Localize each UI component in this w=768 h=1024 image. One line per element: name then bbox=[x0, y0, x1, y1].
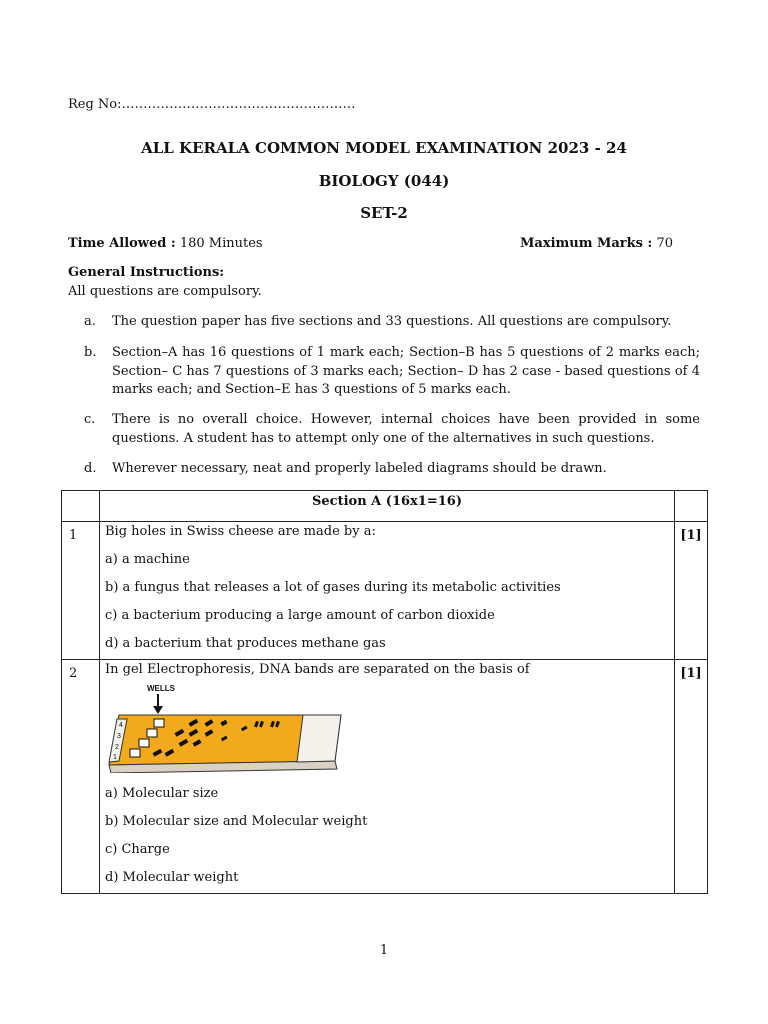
exam-title: ALL KERALA COMMON MODEL EXAMINATION 2023 - 24 bbox=[141, 139, 627, 157]
instruction-text: Wherever necessary, neat and properly labeled diagrams should be drawn. bbox=[112, 461, 607, 476]
section-title: Section A (16x1=16) bbox=[100, 491, 675, 522]
instruction-label: d. bbox=[84, 461, 97, 476]
instruction-item bbox=[68, 313, 700, 332]
lane-label-2: 2 bbox=[115, 744, 119, 751]
option-b: b) Molecular size and Molecular weight bbox=[105, 814, 368, 829]
question-number: 1 bbox=[62, 522, 100, 660]
gel-diagram bbox=[105, 681, 343, 773]
well-1 bbox=[130, 749, 140, 757]
question-text: In gel Electrophoresis, DNA bands are separated on the basis of bbox=[105, 662, 530, 677]
gel-electrophoresis-figure bbox=[105, 681, 343, 773]
question-marks: [1] bbox=[675, 522, 708, 660]
page-number: 1 bbox=[379, 943, 389, 958]
instruction-item bbox=[68, 460, 700, 479]
maximum-marks bbox=[520, 236, 673, 251]
time-label: Time Allowed : bbox=[68, 236, 176, 251]
instruction-label: c. bbox=[84, 412, 96, 427]
instructions-intro: All questions are compulsory. bbox=[68, 284, 262, 299]
time-value: 180 Minutes bbox=[179, 236, 263, 251]
instruction-item bbox=[68, 344, 700, 400]
well-3 bbox=[147, 729, 157, 737]
option-c: c) Charge bbox=[105, 842, 170, 857]
instruction-text: Section–A has 16 questions of 1 mark each; Section–B has 5 questions of 2 marks each; Section– C has 7 questions of 3 marks each; Section– D has 2 case - based questions of 4 marks each; and Section–E has 3 questions of 5 marks each. bbox=[112, 345, 700, 397]
question-row bbox=[62, 522, 708, 660]
instructions-heading: General Instructions: bbox=[68, 265, 225, 280]
blank-cell bbox=[62, 491, 100, 522]
time-allowed bbox=[68, 236, 263, 251]
question-table bbox=[61, 490, 708, 894]
question-row bbox=[62, 660, 708, 894]
instruction-text: There is no overall choice. However, internal choices have been provided in some questions. A student has to attempt only one of the alternatives in such questions. bbox=[112, 412, 700, 446]
question-body bbox=[100, 522, 675, 660]
instruction-text: The question paper has five sections and 33 questions. All questions are compulsory. bbox=[112, 314, 672, 329]
question-text: Big holes in Swiss cheese are made by a: bbox=[105, 524, 376, 539]
instruction-label: a. bbox=[84, 314, 96, 329]
marks-value: 70 bbox=[656, 236, 673, 251]
section-header-row bbox=[62, 491, 708, 522]
wells-arrow-head bbox=[153, 706, 163, 714]
well-2 bbox=[139, 739, 149, 747]
blank-cell bbox=[675, 491, 708, 522]
lane-label-1: 1 bbox=[113, 754, 117, 761]
set-title: SET-2 bbox=[360, 204, 408, 222]
option-d: d) Molecular weight bbox=[105, 870, 239, 885]
option-c: c) a bacterium producing a large amount of carbon dioxide bbox=[105, 608, 495, 623]
marks-label: Maximum Marks : bbox=[520, 236, 653, 251]
option-a: a) Molecular size bbox=[105, 786, 219, 801]
lane-label-4: 4 bbox=[119, 722, 123, 729]
subject-title: BIOLOGY (044) bbox=[318, 172, 450, 190]
question-marks: [1] bbox=[675, 660, 708, 894]
option-b: b) a fungus that releases a lot of gases during its metabolic activities bbox=[105, 580, 561, 595]
instruction-label: b. bbox=[84, 345, 97, 360]
question-number: 2 bbox=[62, 660, 100, 894]
instruction-item bbox=[68, 411, 700, 448]
option-d: d) a bacterium that produces methane gas bbox=[105, 636, 386, 651]
reg-no: Reg No:……………………………………………… bbox=[68, 97, 356, 112]
question-body bbox=[100, 660, 675, 894]
option-a: a) a machine bbox=[105, 552, 190, 567]
wells-label: WELLS bbox=[147, 684, 175, 693]
lane-label-3: 3 bbox=[117, 733, 121, 740]
gel-end-cap bbox=[297, 715, 341, 762]
well-4 bbox=[154, 719, 164, 727]
